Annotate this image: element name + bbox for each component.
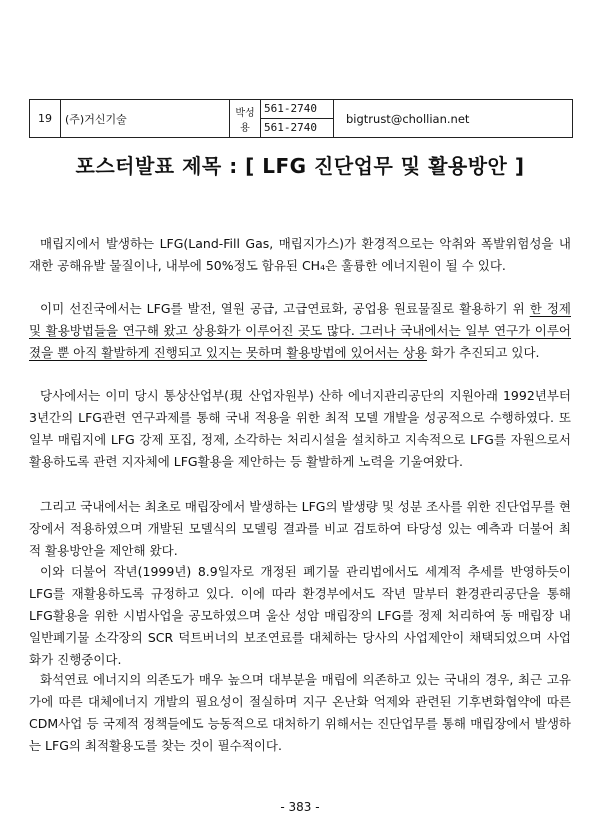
paragraph-4	[29, 496, 571, 562]
company-name: (주)거신기술	[61, 100, 230, 138]
paragraph-2-text-c: 화가 추진되고 있다.	[431, 345, 540, 360]
email-address: bigtrust@chollian.net	[334, 100, 573, 138]
paragraph-1	[29, 233, 571, 277]
paragraph-3-text: 당사에서는 이미 당시 통상산업부(現 산업자원부) 산하 에너지관리공단의 지원아래 1992년부터 3년간의 LFG관련 연구과제를 통해 국내 적용을 위한 최적 모델 개발을 성공적으로 수행하였다. 또 일부 매립지에 LFG 강제 포집, 정제, 소각하는 처리시설을 설치하고 지속적으로 LFG를 자원으로서 활용하도록 관련 지자체에 LFG활용을 제안하는 등 활발하게 노력을 기울여왔다.	[29, 388, 571, 469]
entry-number: 19	[30, 100, 61, 138]
paragraph-2	[29, 298, 571, 364]
paragraph-5	[29, 561, 571, 671]
fax-number: 561-2740	[264, 121, 317, 134]
paragraph-3	[29, 385, 571, 473]
poster-title: 포스터발표 제목 : [ LFG 진단업무 및 활용방안 ]	[75, 154, 525, 178]
page-number: - 383 -	[280, 800, 320, 814]
paragraph-4-text: 그리고 국내에서는 최초로 매립장에서 발생하는 LFG의 발생량 및 성분 조사를 위한 진단업무를 현장에서 적용하였으며 개발된 모델식의 모델링 결과를 비교 검토하여 타당성 있는 예측과 더불어 최적 활용방안을 제안해 왔다.	[29, 499, 571, 558]
paragraph-5-text: 이와 더불어 작년(1999년) 8.9일자로 개정된 폐기물 관리법에서도 세계적 추세를 반영하듯이 LFG를 재활용하도록 규정하고 있다. 이에 따라 환경부에서도 작년 말부터 환경관리공단을 통해 LFG활용을 위한 시범사업을 공모하였으며 울산 성암 매립장의 LFG를 정제 처리하여 동 매립장 내 일반폐기물 소각장의 SCR 덕트버너의 보조연료를 대체하는 당사의 사업제안이 채택되었으며 사업화가 진행중이다.	[29, 564, 571, 667]
paragraph-1-text: 매립지에서 발생하는 LFG(Land-Fill Gas, 매립지가스)가 환경적으로는 악취와 폭발위험성을 내재한 공해유발 물질이나, 내부에 50%정도 함유된 CH₄은 훌륭한 에너지원이 될 수 있다.	[29, 236, 571, 273]
phone-cell	[261, 100, 334, 138]
phone-number: 561-2740	[261, 100, 333, 119]
contact-person: 박성용	[230, 100, 261, 138]
contact-info-table	[29, 99, 573, 138]
paragraph-6	[29, 669, 571, 757]
paragraph-2-text-a: 이미 선진국에서는 LFG를 발전, 열원 공급, 고급연료화, 공업용 원료물질로 활용하기 위	[40, 301, 525, 316]
paragraph-6-text: 화석연료 에너지의 의존도가 매우 높으며 대부분을 매립에 의존하고 있는 국내의 경우, 최근 고유가에 따른 대체에너지 개발의 필요성이 절실하며 지구 온난화 억제와 관련된 기후변화협약에 따른 CDM사업 등 국제적 정책들에도 능동적으로 대처하기 위해서는 진단업무를 통해 매립장에서 발생하는 LFG의 최적활용도를 찾는 것이 필수적이다.	[29, 672, 571, 753]
paragraph-2-underlined: 한 정제 및 활용방법들을 연구해 왔고 상용화가 이루어진 곳도 많다. 그러나 국내에서는 일부 연구가 이루어졌을 뿐 아직 활발하게 진행되고 있지는 못하며 활용방법에 있어서는 상용	[29, 301, 571, 360]
